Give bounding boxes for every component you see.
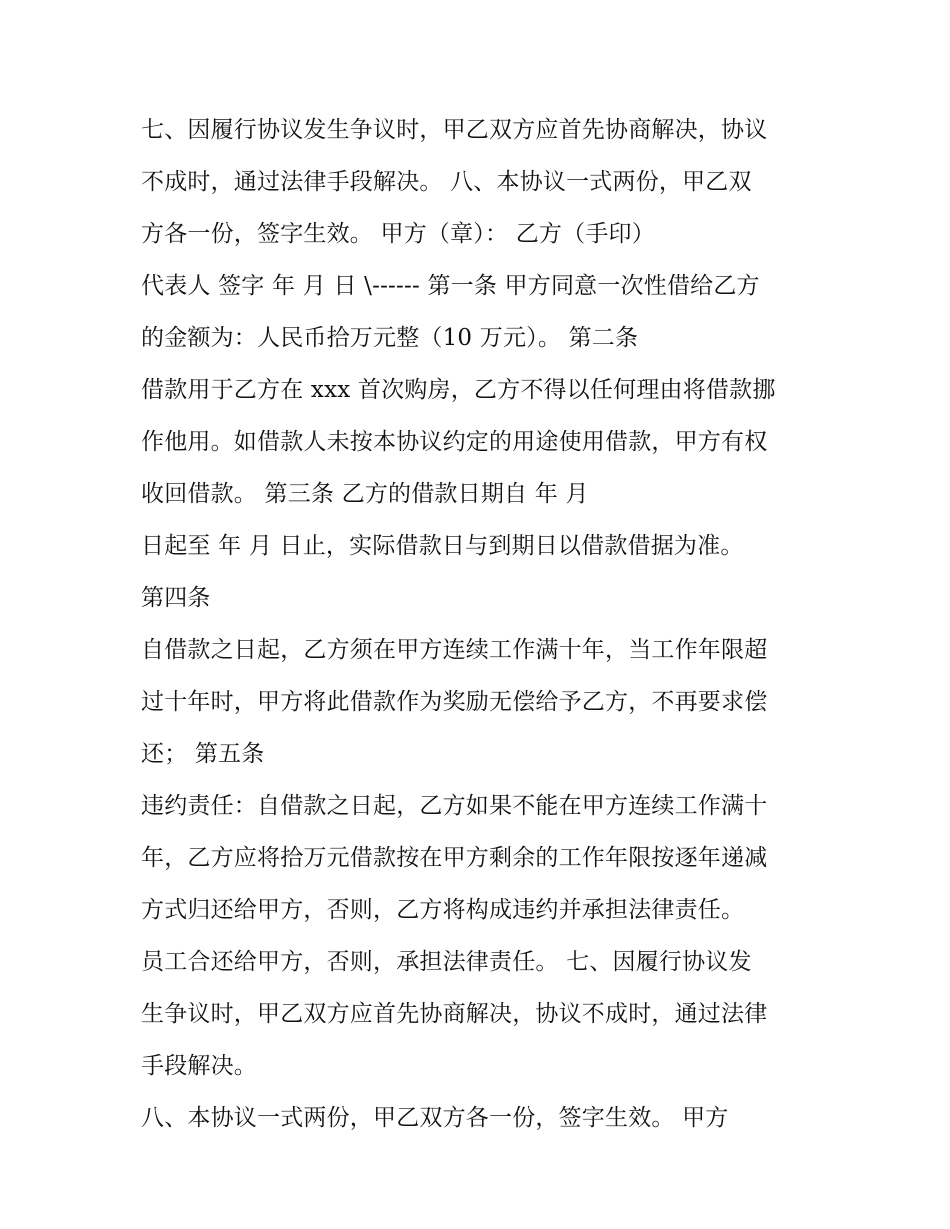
text-line: 违约责任：自借款之日起，乙方如果不能在甲方连续工作满十 xyxy=(141,793,768,819)
text-line: 生争议时，甲乙双方应首先协商解决，协议不成时，通过法律 xyxy=(141,1001,768,1027)
text-line: 的金额为：人民币拾万元整（10 万元）。 第二条 xyxy=(141,325,639,351)
document-body xyxy=(141,108,831,1148)
text-line: 作他用。如借款人未按本协议约定的用途使用借款，甲方有权 xyxy=(141,429,768,455)
text-line: 借款用于乙方在 xxx 首次购房，乙方不得以任何理由将借款挪 xyxy=(141,377,776,403)
text-line: 收回借款。 第三条 乙方的借款日期自 年 月 xyxy=(141,481,589,507)
text-line: 还； 第五条 xyxy=(141,741,265,767)
text-line: 第四条 xyxy=(141,585,211,611)
text-line: 八、本协议一式两份，甲乙双方各一份，签字生效。 甲方 xyxy=(141,1105,729,1131)
text-line: 七、因履行协议发生争议时，甲乙双方应首先协商解决，协议 xyxy=(141,117,768,143)
text-line: 方式归还给甲方，否则，乙方将构成违约并承担法律责任。 xyxy=(141,897,745,923)
text-line: 日起至 年 月 日止，实际借款日与到期日以借款借据为准。 xyxy=(141,533,744,559)
text-line: 自借款之日起，乙方须在甲方连续工作满十年，当工作年限超 xyxy=(141,637,768,663)
text-line: 员工合还给甲方，否则，承担法律责任。 七、因履行协议发 xyxy=(141,949,752,975)
text-line: 不成时，通过法律手段解决。 八、本协议一式两份，甲乙双 xyxy=(141,169,752,195)
text-line: 手段解决。 xyxy=(141,1053,257,1079)
text-line: 过十年时，甲方将此借款作为奖励无偿给予乙方，不再要求偿 xyxy=(141,689,768,715)
text-line: 代表人 签字 年 月 日 \------ 第一条 甲方同意一次性借给乙方 xyxy=(141,273,760,299)
text-line: 年，乙方应将拾万元借款按在甲方剩余的工作年限按逐年递减 xyxy=(141,845,768,871)
text-line: 方各一份，签字生效。 甲方（章）： 乙方（手印） xyxy=(141,221,655,247)
